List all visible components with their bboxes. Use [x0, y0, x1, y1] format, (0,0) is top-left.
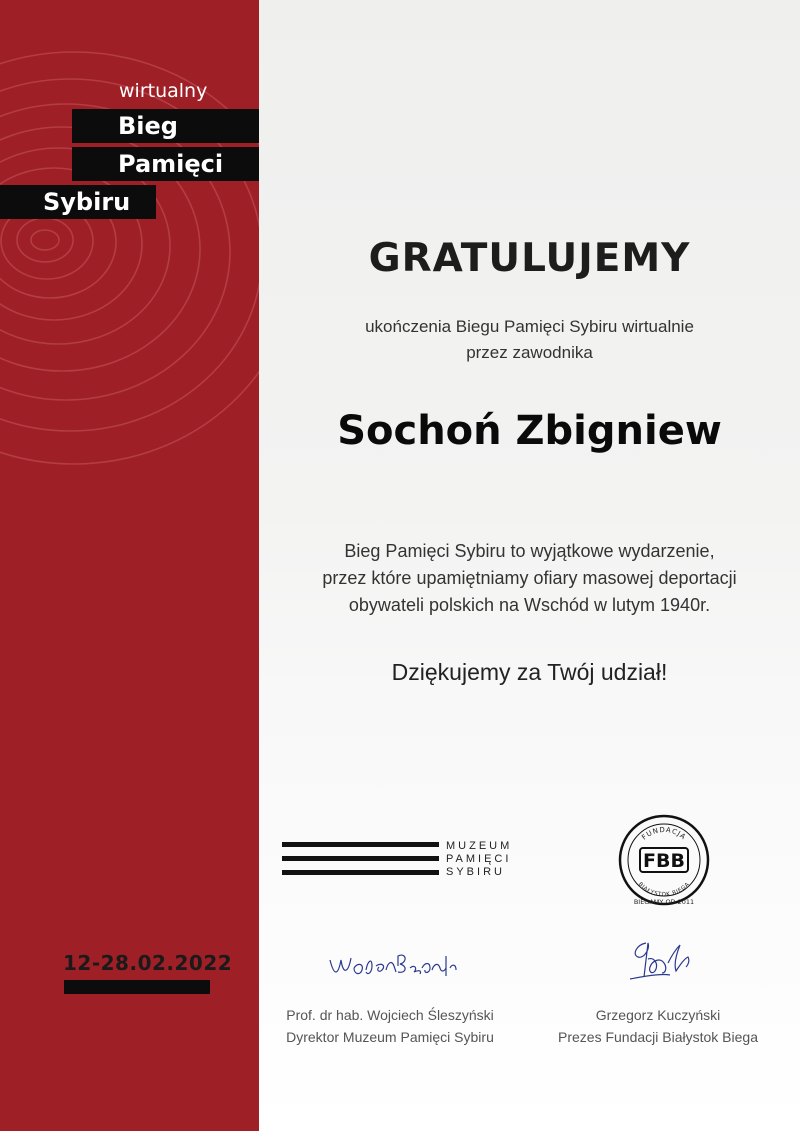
sidebar — [0, 0, 259, 1131]
museum-logo-stripe — [282, 842, 439, 847]
signer-1 — [260, 1004, 520, 1048]
description-text — [259, 538, 800, 619]
participant-name: Sochoń Zbigniew — [337, 408, 722, 454]
fbb-letters: FBB — [643, 850, 685, 872]
description-line-3: obywateli polskich na Wschód w lutym 1940r. — [348, 595, 711, 615]
signer-1-name: Prof. dr hab. Wojciech Śleszyński — [286, 1007, 494, 1023]
logo-sybiru: Sybiru — [0, 185, 156, 219]
fbb-top-text: FUNDACJA — [640, 825, 688, 842]
signature-kuczynski — [624, 935, 704, 985]
museum-logo-stripe — [282, 870, 439, 875]
svg-text:BIAŁYSTOK BIEGA — [637, 881, 691, 898]
logo-bieg: Bieg — [72, 109, 259, 143]
signature-sleszynski — [326, 946, 461, 986]
museum-logo-text — [446, 840, 512, 879]
museum-logo-line-3: SYBIRU — [446, 866, 505, 878]
certificate-title: GRATULUJEMY — [368, 236, 691, 281]
fbb-logo — [616, 812, 712, 908]
fbb-ribbon-text: BIEGAMY OD 2011 — [633, 898, 695, 906]
fbb-bottom-text: BIAŁYSTOK BIEGA — [636, 881, 692, 898]
intro-line-2: przez zawodnika — [466, 343, 593, 362]
museum-logo-line-2: PAMIĘCI — [446, 853, 512, 865]
intro-text — [259, 314, 800, 366]
signer-2-name: Grzegorz Kuczyński — [595, 1007, 721, 1023]
museum-logo-line-1: MUZEUM — [446, 840, 513, 852]
description-line-2: przez które upamiętniamy ofiary masowej deportacji — [322, 568, 737, 588]
museum-logo-stripe — [282, 856, 439, 861]
signer-2 — [540, 1004, 776, 1048]
thank-you-text: Dziękujemy za Twój udział! — [391, 659, 668, 685]
logo-pamieci: Pamięci — [72, 147, 259, 181]
signer-2-role: Prezes Fundacji Białystok Biega — [558, 1029, 758, 1045]
intro-line-1: ukończenia Biegu Pamięci Sybiru wirtualnie — [365, 317, 694, 336]
event-date: 12-28.02.2022 — [63, 951, 233, 975]
signer-1-role: Dyrektor Muzeum Pamięci Sybiru — [286, 1029, 494, 1045]
description-line-1: Bieg Pamięci Sybiru to wyjątkowe wydarzenie, — [344, 541, 715, 561]
logo-wirtualny: wirtualny — [119, 80, 208, 102]
date-underline-bar — [64, 980, 210, 994]
tree-rings-decoration — [0, 0, 259, 470]
